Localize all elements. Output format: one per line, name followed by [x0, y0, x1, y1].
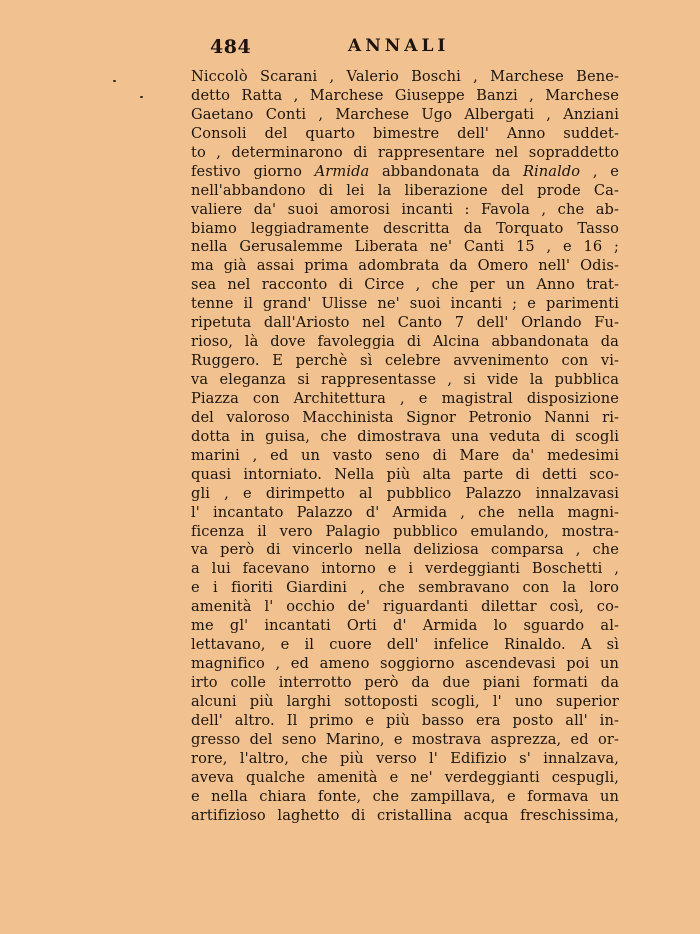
text-segment: abbandonata da [369, 162, 523, 180]
page-number: 484 [210, 36, 252, 58]
text-line: Niccolò Scarani , Valerio Boschi , Marchese Bene- [191, 68, 619, 85]
page-header [206, 36, 476, 58]
text-line: va eleganza si rappresentasse , si vide la pubblica [191, 371, 619, 388]
margin-speck [140, 96, 143, 98]
text-line: e nella chiara fonte, che zampillava, e formava un [191, 787, 619, 805]
text-line: marini , ed un vasto seno di Mare da' medesimi [191, 446, 619, 464]
text-line: va però di vincerlo nella deliziosa comparsa , che [191, 541, 619, 559]
text-line: me gl' incantati Orti d' Armida lo sguardo al- [191, 617, 619, 635]
text-line: tenne il grand' Ulisse ne' suoi incanti ; e parimenti [191, 295, 619, 313]
text-line: aveva qualche amenità e ne' verdeggianti cespugli, [191, 768, 619, 786]
text-segment: festivo giorno [191, 162, 315, 180]
text-line: a lui facevano intorno e i verdeggianti Boschetti , [191, 560, 619, 578]
text-line: e i fioriti Giardini , che sembravano con la loro [191, 579, 619, 597]
text-line: irto colle interrotto però da due piani formati da [191, 674, 619, 691]
text-line: Piazza con Architettura , e magistral disposizione [191, 389, 619, 407]
text-line: nell'abbandono di lei la liberazione del prode Ca- [191, 181, 619, 199]
text-line: valiere da' suoi amorosi incanti : Favola , che ab- [191, 200, 619, 218]
italic-name: Armida [314, 162, 370, 180]
text-line: detto Ratta , Marchese Giuseppe Banzi , Marchese [191, 86, 619, 104]
text-line: rioso, là dove favoleggia di Alcina abbandonata da [191, 333, 619, 351]
text-line: alcuni più larghi sottoposti scogli, l' uno superior [191, 692, 619, 710]
text-line: gresso del seno Marino, e mostrava asprezza, ed or- [191, 730, 619, 748]
text-line: del valoroso Macchinista Signor Petronio Nanni ri- [191, 408, 619, 426]
text-line: biamo leggiadramente descritta da Torquato Tasso [191, 219, 619, 237]
text-line: artifizioso laghetto di cristallina acqua freschissima, [191, 806, 619, 824]
text-line: ripetuta dall'Ariosto nel Canto 7 dell' Orlando Fu- [191, 314, 619, 332]
text-line: dell' altro. Il primo e più basso era posto all' in- [191, 711, 619, 729]
text-line: sea nel racconto di Circe , che per un Anno trat- [191, 276, 619, 294]
text-line: to , determinarono di rappresentare nel sopraddetto [191, 143, 619, 161]
text-line: Gaetano Conti , Marchese Ugo Albergati , Anziani [191, 105, 619, 123]
italic-name: Rinaldo [522, 162, 581, 180]
body-text [191, 68, 619, 826]
text-line: dotta in guisa, che dimostrava una veduta di scogli [191, 427, 619, 445]
text-line: rore, l'altro, che più verso l' Edifizio s' innalzava, [191, 749, 619, 767]
text-line: ficenza il vero Palagio pubblico emulando, mostra- [191, 522, 619, 540]
text-line [191, 163, 619, 182]
text-line: gli , e dirimpetto al pubblico Palazzo innalzavasi [191, 484, 619, 502]
text-line: lettavano, e il cuore dell' infelice Rinaldo. A sì [191, 636, 619, 654]
running-title: ANNALI [348, 36, 450, 56]
text-line: ma già assai prima adombrata da Omero nell' Odis- [191, 257, 619, 275]
text-line: quasi intorniato. Nella più alta parte di detti sco- [191, 465, 619, 483]
text-line: Ruggero. E perchè sì celebre avvenimento con vi- [191, 352, 619, 370]
text-line: amenità l' occhio de' riguardanti dilettar così, co- [191, 598, 619, 616]
text-line: magnifico , ed ameno soggiorno ascendevasi poi un [191, 655, 619, 673]
margin-speck [113, 80, 116, 82]
text-segment: , e [580, 162, 619, 180]
text-line: Consoli del quarto bimestre dell' Anno suddet- [191, 124, 619, 142]
text-line: nella Gerusalemme Liberata ne' Canti 15 , e 16 ; [191, 238, 619, 256]
text-line: l' incantato Palazzo d' Armida , che nella magni- [191, 503, 619, 521]
